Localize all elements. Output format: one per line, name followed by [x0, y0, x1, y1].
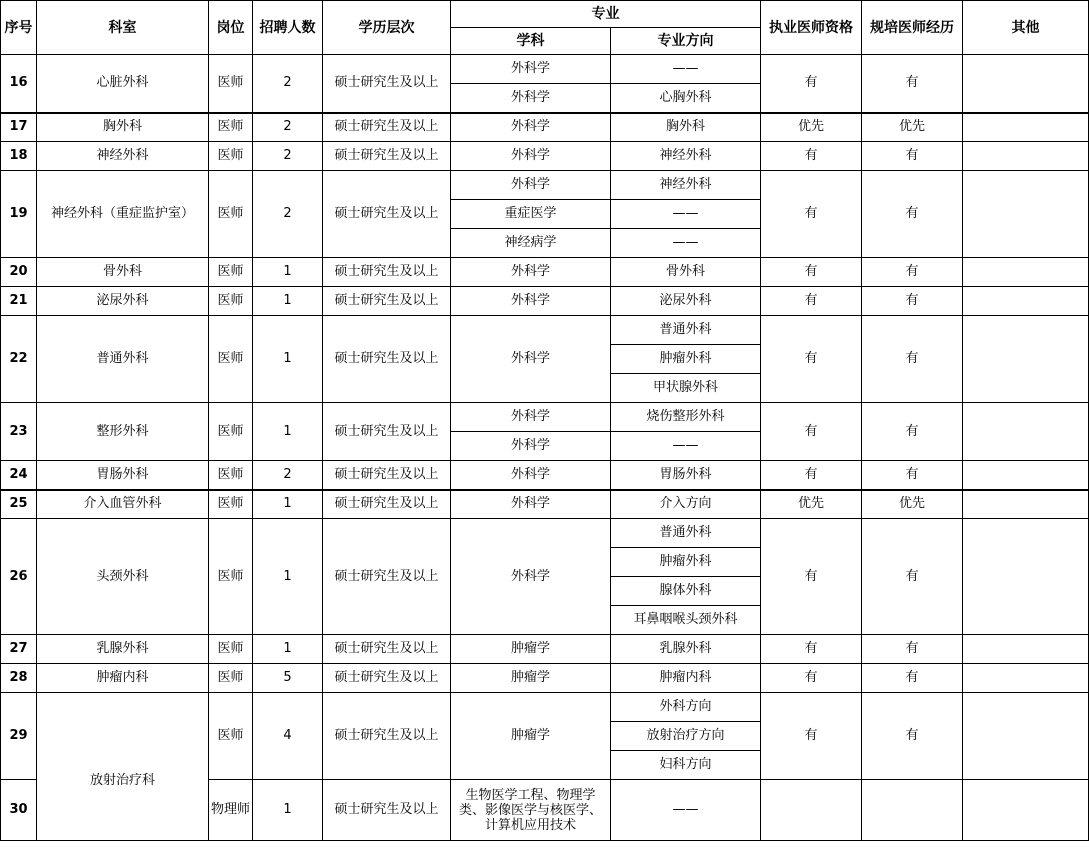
header-major: 专业 [451, 1, 761, 28]
training-cell: 优先 [862, 490, 963, 519]
post-cell: 医师 [209, 693, 253, 780]
header-training: 规培医师经历 [862, 1, 963, 55]
subject-cell: 外科学 [451, 171, 611, 200]
department-cell: 胃肠外科 [37, 461, 209, 490]
row-number: 18 [1, 142, 37, 171]
header-dept: 科室 [37, 1, 209, 55]
direction-cell: —— [611, 55, 761, 84]
row-number: 20 [1, 258, 37, 287]
post-cell: 医师 [209, 664, 253, 693]
post-cell: 医师 [209, 142, 253, 171]
training-cell: 有 [862, 142, 963, 171]
training-cell: 有 [862, 461, 963, 490]
other-cell [963, 55, 1089, 113]
direction-cell: —— [611, 432, 761, 461]
direction-cell: 外科方向 [611, 693, 761, 722]
table-row [1, 490, 1089, 519]
license-cell: 有 [761, 519, 862, 635]
license-cell: 有 [761, 258, 862, 287]
header-direction: 专业方向 [611, 28, 761, 55]
header-row-1 [1, 1, 1089, 28]
direction-cell: 心胸外科 [611, 84, 761, 113]
header-no: 序号 [1, 1, 37, 55]
direction-cell: 普通外科 [611, 316, 761, 345]
training-cell: 有 [862, 316, 963, 403]
subject-cell: 外科学 [451, 461, 611, 490]
headcount-cell: 1 [253, 287, 323, 316]
headcount-cell: 2 [253, 171, 323, 258]
subject-cell: 肿瘤学 [451, 693, 611, 780]
training-cell [862, 780, 963, 841]
other-cell [963, 171, 1089, 258]
other-cell [963, 113, 1089, 142]
license-cell: 优先 [761, 490, 862, 519]
row-number: 26 [1, 519, 37, 635]
row-number: 22 [1, 316, 37, 403]
direction-cell: 肿瘤内科 [611, 664, 761, 693]
direction-cell: 腺体外科 [611, 577, 761, 606]
post-cell: 医师 [209, 403, 253, 461]
license-cell: 有 [761, 142, 862, 171]
direction-cell: 烧伤整形外科 [611, 403, 761, 432]
license-cell: 优先 [761, 113, 862, 142]
direction-cell: 妇科方向 [611, 751, 761, 780]
education-cell: 硕士研究生及以上 [323, 461, 451, 490]
direction-cell: 普通外科 [611, 519, 761, 548]
education-cell: 硕士研究生及以上 [323, 693, 451, 780]
subject-cell: 生物医学工程、物理学类、影像医学与核医学、计算机应用技术 [451, 780, 611, 841]
post-cell: 医师 [209, 635, 253, 664]
education-cell: 硕士研究生及以上 [323, 490, 451, 519]
headcount-cell: 1 [253, 403, 323, 461]
row-number: 21 [1, 287, 37, 316]
other-cell [963, 490, 1089, 519]
direction-cell: 介入方向 [611, 490, 761, 519]
subject-cell: 外科学 [451, 113, 611, 142]
other-cell [963, 780, 1089, 841]
post-cell: 医师 [209, 113, 253, 142]
education-cell: 硕士研究生及以上 [323, 316, 451, 403]
subject-cell: 外科学 [451, 316, 611, 403]
education-cell: 硕士研究生及以上 [323, 403, 451, 461]
direction-cell: 骨外科 [611, 258, 761, 287]
direction-cell: 神经外科 [611, 171, 761, 200]
direction-cell: —— [611, 780, 761, 841]
license-cell: 有 [761, 316, 862, 403]
license-cell: 有 [761, 635, 862, 664]
department-cell: 整形外科 [37, 403, 209, 461]
row-number: 30 [1, 780, 37, 841]
department-cell: 普通外科 [37, 316, 209, 403]
header-license: 执业医师资格 [761, 1, 862, 55]
subject-cell: 外科学 [451, 432, 611, 461]
row-number: 16 [1, 55, 37, 113]
subject-cell: 外科学 [451, 84, 611, 113]
header-count: 招聘人数 [253, 1, 323, 55]
headcount-cell: 2 [253, 113, 323, 142]
training-cell: 有 [862, 258, 963, 287]
table-row [1, 461, 1089, 490]
department-cell: 神经外科（重症监护室） [37, 171, 209, 258]
training-cell: 有 [862, 287, 963, 316]
subject-cell: 外科学 [451, 55, 611, 84]
post-cell: 医师 [209, 171, 253, 258]
license-cell [761, 780, 862, 841]
table-row [1, 403, 1089, 432]
training-cell: 有 [862, 693, 963, 780]
other-cell [963, 403, 1089, 461]
department-cell: 胸外科 [37, 113, 209, 142]
row-number: 25 [1, 490, 37, 519]
post-cell: 医师 [209, 519, 253, 635]
license-cell: 有 [761, 171, 862, 258]
training-cell: 有 [862, 403, 963, 461]
department-cell: 骨外科 [37, 258, 209, 287]
row-number: 27 [1, 635, 37, 664]
direction-cell: —— [611, 229, 761, 258]
department-cell: 放射治疗科 [37, 693, 209, 841]
post-cell: 医师 [209, 287, 253, 316]
post-cell: 医师 [209, 490, 253, 519]
education-cell: 硕士研究生及以上 [323, 635, 451, 664]
department-cell: 心脏外科 [37, 55, 209, 113]
license-cell: 有 [761, 461, 862, 490]
row-number: 28 [1, 664, 37, 693]
headcount-cell: 1 [253, 635, 323, 664]
table-row [1, 171, 1089, 200]
direction-cell: 肿瘤外科 [611, 548, 761, 577]
training-cell: 有 [862, 635, 963, 664]
direction-cell: 乳腺外科 [611, 635, 761, 664]
other-cell [963, 142, 1089, 171]
department-cell: 肿瘤内科 [37, 664, 209, 693]
education-cell: 硕士研究生及以上 [323, 519, 451, 635]
direction-cell: 泌尿外科 [611, 287, 761, 316]
direction-cell: 放射治疗方向 [611, 722, 761, 751]
other-cell [963, 693, 1089, 780]
subject-cell: 外科学 [451, 519, 611, 635]
headcount-cell: 1 [253, 490, 323, 519]
direction-cell: 神经外科 [611, 142, 761, 171]
direction-cell: 耳鼻咽喉头颈外科 [611, 606, 761, 635]
direction-cell: —— [611, 200, 761, 229]
other-cell [963, 287, 1089, 316]
table-row [1, 519, 1089, 548]
other-cell [963, 664, 1089, 693]
license-cell: 有 [761, 403, 862, 461]
table-row [1, 55, 1089, 84]
education-cell: 硕士研究生及以上 [323, 55, 451, 113]
department-cell: 介入血管外科 [37, 490, 209, 519]
post-cell: 医师 [209, 258, 253, 287]
training-cell: 有 [862, 55, 963, 113]
table-row [1, 258, 1089, 287]
subject-cell: 外科学 [451, 403, 611, 432]
table-row [1, 693, 1089, 722]
table-row [1, 287, 1089, 316]
department-cell: 泌尿外科 [37, 287, 209, 316]
subject-cell: 肿瘤学 [451, 664, 611, 693]
header-edu: 学历层次 [323, 1, 451, 55]
education-cell: 硕士研究生及以上 [323, 171, 451, 258]
table-row [1, 113, 1089, 142]
subject-cell: 肿瘤学 [451, 635, 611, 664]
education-cell: 硕士研究生及以上 [323, 780, 451, 841]
license-cell: 有 [761, 55, 862, 113]
training-cell: 优先 [862, 113, 963, 142]
training-cell: 有 [862, 171, 963, 258]
post-cell: 物理师 [209, 780, 253, 841]
post-cell: 医师 [209, 461, 253, 490]
other-cell [963, 519, 1089, 635]
row-number: 29 [1, 693, 37, 780]
headcount-cell: 1 [253, 780, 323, 841]
headcount-cell: 2 [253, 55, 323, 113]
training-cell: 有 [862, 664, 963, 693]
row-number: 19 [1, 171, 37, 258]
header-subject: 学科 [451, 28, 611, 55]
headcount-cell: 1 [253, 519, 323, 635]
direction-cell: 甲状腺外科 [611, 374, 761, 403]
education-cell: 硕士研究生及以上 [323, 664, 451, 693]
table-row [1, 142, 1089, 171]
other-cell [963, 635, 1089, 664]
subject-cell: 外科学 [451, 287, 611, 316]
headcount-cell: 2 [253, 461, 323, 490]
department-cell: 神经外科 [37, 142, 209, 171]
header-other: 其他 [963, 1, 1089, 55]
education-cell: 硕士研究生及以上 [323, 142, 451, 171]
subject-cell: 外科学 [451, 258, 611, 287]
row-number: 23 [1, 403, 37, 461]
headcount-cell: 5 [253, 664, 323, 693]
table-row [1, 316, 1089, 345]
direction-cell: 胸外科 [611, 113, 761, 142]
row-number: 17 [1, 113, 37, 142]
other-cell [963, 461, 1089, 490]
post-cell: 医师 [209, 316, 253, 403]
direction-cell: 肿瘤外科 [611, 345, 761, 374]
license-cell: 有 [761, 693, 862, 780]
header-post: 岗位 [209, 1, 253, 55]
license-cell: 有 [761, 287, 862, 316]
table-row [1, 635, 1089, 664]
row-number: 24 [1, 461, 37, 490]
other-cell [963, 258, 1089, 287]
subject-cell: 重症医学 [451, 200, 611, 229]
post-cell: 医师 [209, 55, 253, 113]
table-row [1, 664, 1089, 693]
training-cell: 有 [862, 519, 963, 635]
subject-cell: 外科学 [451, 490, 611, 519]
department-cell: 头颈外科 [37, 519, 209, 635]
education-cell: 硕士研究生及以上 [323, 258, 451, 287]
license-cell: 有 [761, 664, 862, 693]
department-cell: 乳腺外科 [37, 635, 209, 664]
subject-cell: 神经病学 [451, 229, 611, 258]
headcount-cell: 1 [253, 316, 323, 403]
subject-cell: 外科学 [451, 142, 611, 171]
other-cell [963, 316, 1089, 403]
education-cell: 硕士研究生及以上 [323, 287, 451, 316]
headcount-cell: 2 [253, 142, 323, 171]
table-body [1, 55, 1089, 841]
education-cell: 硕士研究生及以上 [323, 113, 451, 142]
headcount-cell: 4 [253, 693, 323, 780]
direction-cell: 胃肠外科 [611, 461, 761, 490]
headcount-cell: 1 [253, 258, 323, 287]
